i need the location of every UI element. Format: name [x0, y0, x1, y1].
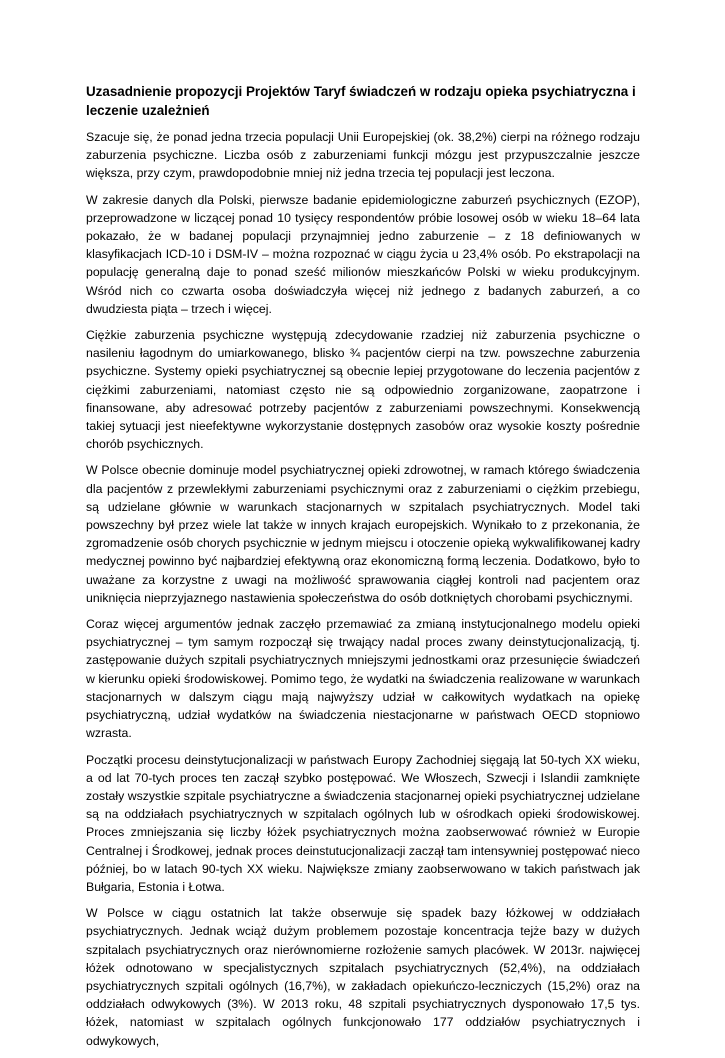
- paragraph-4: W Polsce obecnie dominuje model psychiatrycznej opieki zdrowotnej, w ramach którego świadczenia dla pacjentów z przewlekłymi zaburzeniami psychicznymi oraz z zaburzeniami o ciężkim przebiegu, są udzielane głównie w warunkach stacjonarnych w szpitalach psychiatrycznych. Model taki powszechny był przez wiele lat także w innych krajach europejskich. Wynikało to z przekonania, że zgromadzenie osób chorych psychicznie w jednym miejscu i otoczenie opieką wykwalifikowanej kadry medycznej powinno być najbardziej efektywną oraz ekonomiczną formą leczenia. Dodatkowo, było to uważane za korzystne z uwagi na możliwość sprawowania ciągłej kontroli nad pacjentem oraz uniknięcia nieprzyjaznego nastawienia społeczeństwa do osób dotkniętych chorobami psychicznymi.: [86, 463, 640, 605]
- document-title: Uzasadnienie propozycji Projektów Taryf świadczeń w rodzaju opieka psychiatryczna i leczenie uzależnień: [86, 84, 636, 118]
- paragraph-7: W Polsce w ciągu ostatnich lat także obserwuje się spadek bazy łóżkowej w oddziałach psychiatrycznych. Jednak wciąż dużym problemem pozostaje koncentracja tejże bazy w dużych szpitalach psychiatrycznych oraz nierównomierne rozłożenie samych placówek. W 2013r. najwięcej łóżek odnotowano w specjalistycznych szpitalach psychiatrycznych (52,4%), na oddziałach psychiatrycznych szpitali ogólnych (16,7%), w zakładach opiekuńczo-leczniczych (15,2%) oraz na oddziałach odwykowych (3%). W 2013 roku, 48 szpitali psychiatrycznych dysponowało 17,5 tys. łóżek, natomiast w szpitalach ogólnych funkcjonowało 177 oddziałów psychiatrycznych i odwykowych,: [86, 906, 640, 1048]
- paragraph-1: Szacuje się, że ponad jedna trzecia populacji Unii Europejskiej (ok. 38,2%) cierpi na różnego rodzaju zaburzenia psychiczne. Liczba osób z zaburzeniami funkcji mózgu jest przypuszczalnie jeszcze większa, przy czym, prawdopodobnie mniej niż jedna trzecia tej populacji jest leczona.: [86, 130, 640, 181]
- paragraph-6: Początki procesu deinstytucjonalizacji w państwach Europy Zachodniej sięgają lat 50-tych XX wieku, a od lat 70-tych proces ten zaczął szybko postępować. We Włoszech, Szwecji i Islandii zamknięte zostały wszystkie szpitale psychiatryczne a świadczenia stacjonarnej opieki psychiatrycznej udzielane są na oddziałach psychiatrycznych w szpitalach ogólnych lub w ośrodkach opieki środowiskowej. Proces zmniejszania się liczby łóżek psychiatrycznych można zaobserwować również w Europie Centralnej i Środkowej, jednak proces deinstutucjonalizacji zaczął tam intensywniej postępować nieco później, bo w latach 90-tych XX wieku. Największe zmiany zaobserwowano w takich państwach jak Bułgaria, Estonia i Łotwa.: [86, 752, 640, 894]
- paragraph-2: W zakresie danych dla Polski, pierwsze badanie epidemiologiczne zaburzeń psychicznych (EZOP), przeprowadzone w liczącej ponad 10 tysięcy respondentów próbie losowej osób w wieku 18–64 lata pokazało, że w badanej populacji przynajmniej jedno zaburzenie – z 18 definiowanych w klasyfikacjach ICD-10 i DSM-IV – można rozpoznać w ciągu życia u 23,4% osób. Po ekstrapolacji na populację generalną daje to ponad sześć milionów mieszkańców Polski w wieku produkcyjnym. Wśród nich co czwarta osoba doświadczyła więcej niż jednego z badanych zaburzeń, a co dwudziesta piąta – trzech i więcej.: [86, 192, 640, 316]
- paragraph-3: Ciężkie zaburzenia psychiczne występują zdecydowanie rzadziej niż zaburzenia psychiczne o nasileniu łagodnym do umiarkowanego, blisko ¾ pacjentów cierpi na tzw. powszechne zaburzenia psychiczne. Systemy opieki psychiatrycznej są obecnie lepiej przygotowane do leczenia pacjentów z ciężkimi zaburzeniami, natomiast często nie są odpowiednio zorganizowane, zaopatrzone i finansowane, aby adresować potrzeby pacjentów z zaburzeniami powszechnymi. Konsekwencją takiej sytuacji jest nieefektywne wykorzystanie dostępnych zasobów oraz wysokie koszty pośrednie chorób psychicznych.: [86, 328, 640, 452]
- document-page: [86, 82, 640, 1058]
- paragraph-5: Coraz więcej argumentów jednak zaczęło przemawiać za zmianą instytucjonalnego modelu opieki psychiatrycznej – tym samym rozpoczął się trwający nadal proces zwany deinstytucjonalizacją, tj. zastępowanie dużych szpitali psychiatrycznych mniejszymi jednostkami oraz przesunięcie świadczeń w kierunku opieki środowiskowej. Pomimo tego, że wydatki na świadczenia realizowane w warunkach stacjonarnych w dalszym ciągu mają najwyższy udział w całkowitych wydatkach na opiekę psychiatryczną, udział wydatków na świadczenia niestacjonarne w państwach OECD stopniowo wzrasta.: [86, 617, 640, 741]
